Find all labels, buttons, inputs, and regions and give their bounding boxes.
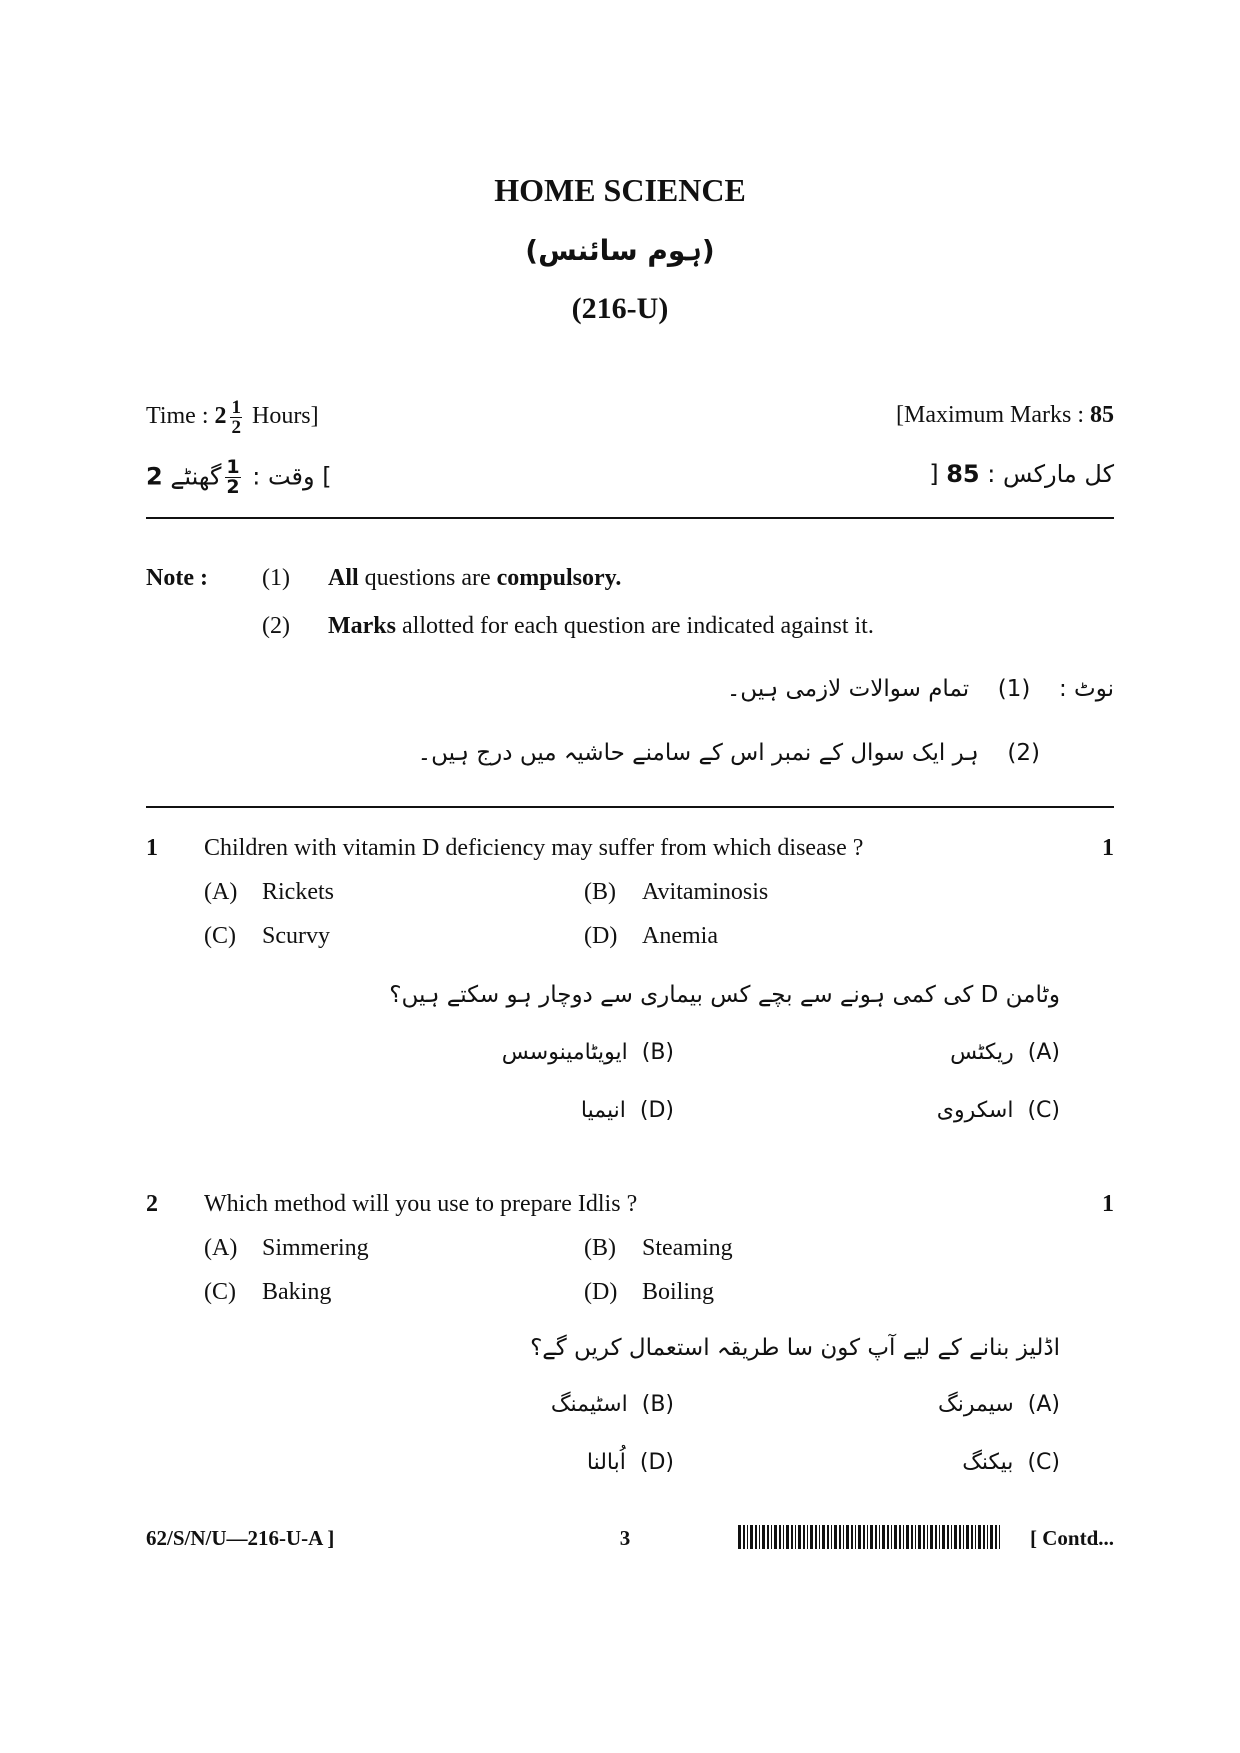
barcode-bar <box>942 1525 945 1549</box>
barcode-bar <box>995 1525 997 1549</box>
barcode-bar <box>759 1525 760 1549</box>
continued-label: [ Contd... <box>1029 1526 1114 1550</box>
barcode-bar <box>875 1525 877 1549</box>
note-item-1: (1) All questions are compulsory. <box>262 565 622 591</box>
divider-mid <box>146 806 1114 808</box>
max-marks: [Maximum Marks : 85 <box>896 402 1114 428</box>
time-info-urdu: گھنٹے 2 $\frac{1}{2}$ ] وقت : <box>146 456 332 498</box>
barcode-bar <box>846 1525 849 1549</box>
option-b-urdu[interactable]: (B) اسٹیمنگ <box>550 1392 674 1417</box>
barcode-bar <box>918 1525 921 1549</box>
question-marks: 1 <box>1102 1191 1114 1217</box>
option-c-urdu[interactable]: (C) بیکنگ <box>962 1450 1060 1475</box>
option-d[interactable]: (D) Anemia <box>584 923 718 949</box>
option-d-urdu[interactable]: (D) انیمیا <box>580 1098 674 1123</box>
barcode-bar <box>867 1525 868 1549</box>
barcode-bar <box>807 1525 808 1549</box>
barcode-bar <box>798 1525 801 1549</box>
page-title: HOME SCIENCE <box>494 172 746 208</box>
barcode-bar <box>762 1525 765 1549</box>
time-fraction: $\frac{1}{2}$ <box>231 397 241 438</box>
question-number: 2 <box>146 1191 158 1217</box>
barcode-bar <box>911 1525 913 1549</box>
note-item-1-urdu: نوٹ : (1) تمام سوالات لازمی ہیں۔ <box>726 676 1114 702</box>
barcode-bar <box>827 1525 829 1549</box>
barcode-bar <box>858 1525 861 1549</box>
barcode-bar <box>834 1525 837 1549</box>
barcode-bar <box>771 1525 772 1549</box>
barcode-bar <box>915 1525 916 1549</box>
barcode-bar <box>923 1525 925 1549</box>
barcode-bar <box>839 1525 841 1549</box>
option-b[interactable]: (B) Steaming <box>584 1235 733 1261</box>
option-d-urdu[interactable]: (D) اُبالنا <box>586 1450 674 1475</box>
barcode-bar <box>819 1525 820 1549</box>
paper-code: 62/S/N/U—216-U-A ] <box>146 1526 335 1550</box>
barcode-bar <box>882 1525 885 1549</box>
barcode-bar <box>822 1525 825 1549</box>
barcode-bar <box>930 1525 933 1549</box>
question-text-urdu: اڈلیز بنانے کے لیے آپ کون سا طریقہ استعمال کریں گے؟ <box>530 1335 1060 1361</box>
question-text-urdu: وٹامن D کی کمی ہونے سے بچے کس بیماری سے دوچار ہو سکتے ہیں؟ <box>389 982 1060 1008</box>
barcode-bar <box>899 1525 901 1549</box>
barcode-bar <box>951 1525 952 1549</box>
barcode-bar <box>903 1525 904 1549</box>
barcode-bar <box>786 1525 789 1549</box>
barcode-bar <box>971 1525 973 1549</box>
barcode-bar <box>939 1525 940 1549</box>
barcode-bar <box>987 1525 988 1549</box>
option-c[interactable]: (C) Baking <box>204 1279 332 1305</box>
barcode-bar <box>947 1525 949 1549</box>
barcode-bar <box>795 1525 796 1549</box>
barcode-bar <box>935 1525 937 1549</box>
barcode-bar <box>999 1525 1000 1549</box>
barcode-bar <box>779 1525 781 1549</box>
barcode-bar <box>755 1525 757 1549</box>
question-text: Children with vitamin D deficiency may suffer from which disease ? <box>204 835 864 861</box>
option-b-urdu[interactable]: (B) ایویٹامینوسس <box>501 1040 674 1065</box>
barcode-bar <box>791 1525 793 1549</box>
max-marks-urdu: ] 85 کل مارکس : <box>929 460 1114 488</box>
barcode-bar <box>975 1525 976 1549</box>
barcode-bar <box>963 1525 964 1549</box>
page-number: 3 <box>619 1526 631 1550</box>
barcode-bar <box>783 1525 784 1549</box>
option-c-urdu[interactable]: (C) اسکروی <box>936 1098 1060 1123</box>
barcode-bar <box>851 1525 853 1549</box>
option-a[interactable]: (A) Rickets <box>204 879 334 905</box>
barcode-bar <box>954 1525 957 1549</box>
barcode-bar <box>815 1525 817 1549</box>
option-a-urdu[interactable]: (A) سیمرنگ <box>938 1392 1060 1417</box>
divider-top <box>146 517 1114 519</box>
page-title-urdu: (ہوم سائنس) <box>525 234 715 267</box>
option-a[interactable]: (A) Simmering <box>204 1235 369 1261</box>
option-c[interactable]: (C) Scurvy <box>204 923 330 949</box>
barcode-bar <box>810 1525 813 1549</box>
barcode-bar <box>966 1525 969 1549</box>
barcode-bar <box>891 1525 892 1549</box>
option-b[interactable]: (B) Avitaminosis <box>584 879 769 905</box>
barcode-bar <box>843 1525 844 1549</box>
barcode-bar <box>906 1525 909 1549</box>
barcode-bar <box>803 1525 805 1549</box>
note-label: Note : <box>146 565 208 591</box>
note-item-2: (2) Marks allotted for each question are indicated against it. <box>262 613 874 639</box>
barcode-bar <box>855 1525 856 1549</box>
barcode-bar <box>743 1525 745 1549</box>
barcode-bar <box>738 1525 741 1549</box>
option-a-urdu[interactable]: (A) ریکٹس <box>950 1040 1060 1065</box>
barcode-bar <box>870 1525 873 1549</box>
barcode <box>738 1525 1000 1549</box>
barcode-bar <box>750 1525 753 1549</box>
barcode-bar <box>894 1525 897 1549</box>
barcode-bar <box>774 1525 777 1549</box>
barcode-bar <box>747 1525 748 1549</box>
barcode-bar <box>990 1525 993 1549</box>
option-d[interactable]: (D) Boiling <box>584 1279 715 1305</box>
question-number: 1 <box>146 835 158 861</box>
barcode-bar <box>978 1525 981 1549</box>
time-info: Time : 2 $\frac{1}{2}$ Hours] <box>146 397 319 438</box>
question-marks: 1 <box>1102 835 1114 861</box>
barcode-bar <box>863 1525 865 1549</box>
barcode-bar <box>959 1525 961 1549</box>
subject-code: (216-U) <box>571 292 669 325</box>
barcode-bar <box>879 1525 880 1549</box>
question-text: Which method will you use to prepare Idlis ? <box>204 1191 638 1217</box>
barcode-bar <box>887 1525 889 1549</box>
barcode-bar <box>767 1525 769 1549</box>
note-item-2-urdu: (2) ہر ایک سوال کے نمبر اس کے سامنے حاشیہ میں درج ہیں۔ <box>417 740 1040 766</box>
barcode-bar <box>927 1525 928 1549</box>
barcode-bar <box>983 1525 985 1549</box>
barcode-bar <box>831 1525 832 1549</box>
